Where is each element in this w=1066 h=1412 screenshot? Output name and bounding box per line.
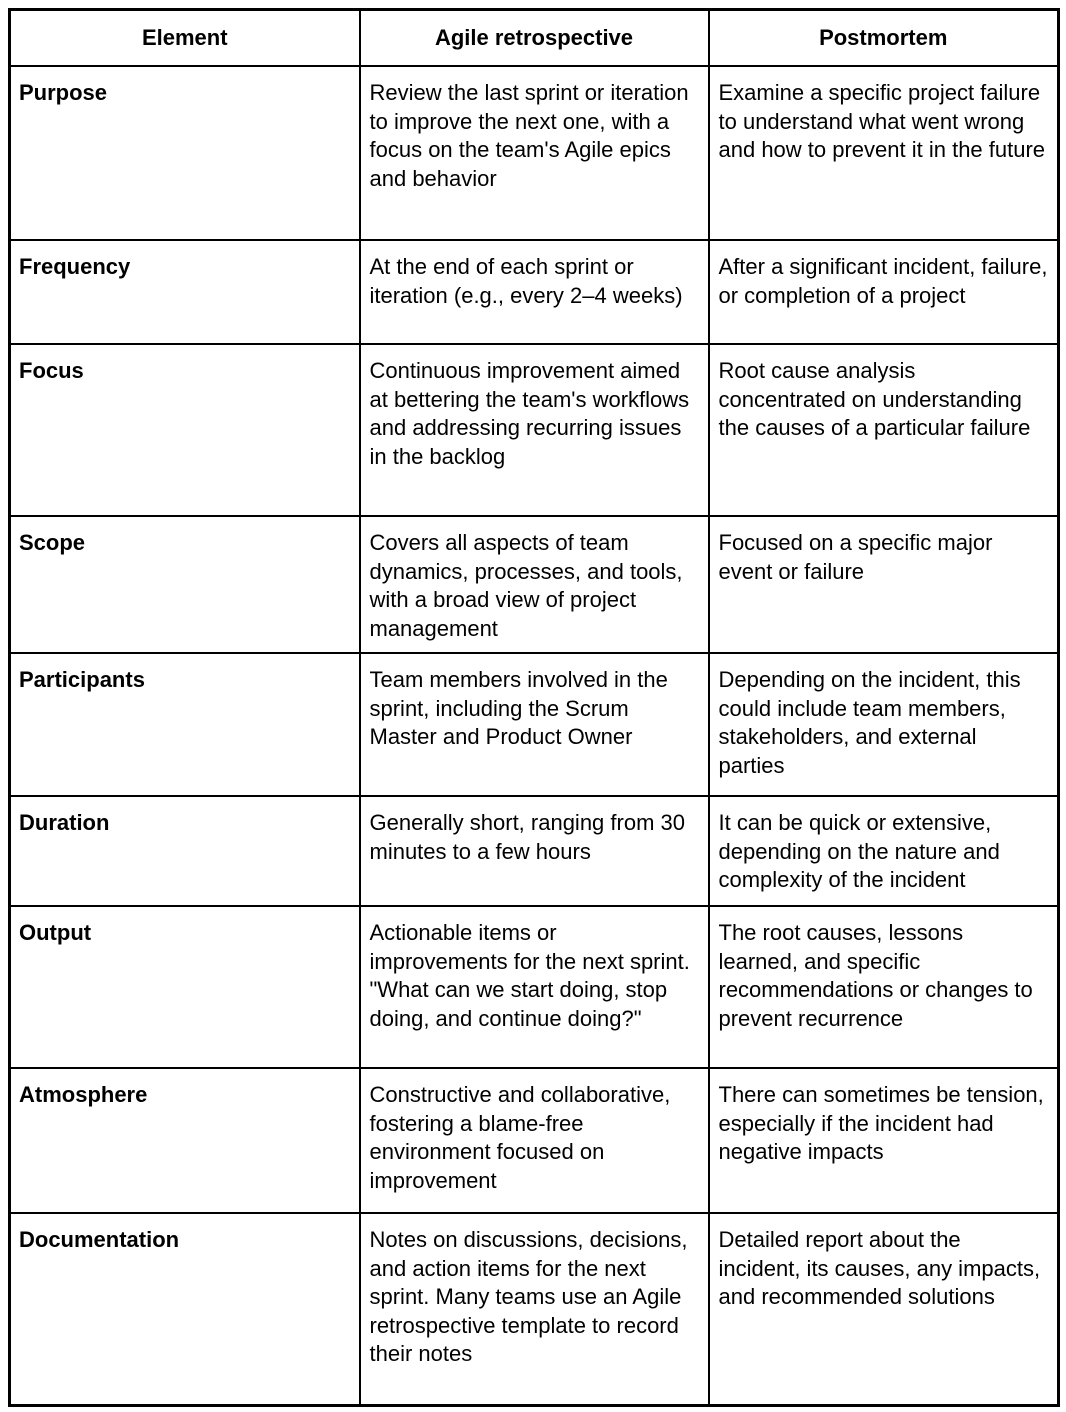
header-cell-element: Element [10,10,360,67]
cell-purpose-postmortem: Examine a specific project failure to understand what went wrong and how to prevent it in the future [709,66,1059,240]
row-label-duration: Duration [10,796,360,906]
row-label-purpose: Purpose [10,66,360,240]
cell-frequency-postmortem: After a significant incident, failure, or completion of a project [709,240,1059,344]
header-cell-postmortem: Postmortem [709,10,1059,67]
row-label-output: Output [10,906,360,1068]
row-label-documentation: Documentation [10,1213,360,1405]
comparison-table [8,8,1060,1407]
row-label-focus: Focus [10,344,360,516]
cell-participants-agile: Team members involved in the sprint, including the Scrum Master and Product Owner [360,653,709,796]
cell-atmosphere-postmortem: There can sometimes be tension, especially if the incident had negative impacts [709,1068,1059,1213]
table-row-scope [10,516,1059,653]
cell-duration-postmortem: It can be quick or extensive, depending on the nature and complexity of the incident [709,796,1059,906]
cell-scope-postmortem: Focused on a specific major event or failure [709,516,1059,653]
cell-scope-agile: Covers all aspects of team dynamics, processes, and tools, with a broad view of project management [360,516,709,653]
row-label-participants: Participants [10,653,360,796]
row-label-frequency: Frequency [10,240,360,344]
table-row-output [10,906,1059,1068]
table-row-frequency [10,240,1059,344]
cell-output-postmortem: The root causes, lessons learned, and specific recommendations or changes to prevent recurrence [709,906,1059,1068]
cell-frequency-agile: At the end of each sprint or iteration (e.g., every 2–4 weeks) [360,240,709,344]
row-label-scope: Scope [10,516,360,653]
row-label-atmosphere: Atmosphere [10,1068,360,1213]
header-cell-agile-retrospective: Agile retrospective [360,10,709,67]
table-row-atmosphere [10,1068,1059,1213]
table-row-purpose [10,66,1059,240]
table-row-focus [10,344,1059,516]
table-header-row [10,10,1059,67]
cell-documentation-postmortem: Detailed report about the incident, its causes, any impacts, and recommended solutions [709,1213,1059,1405]
table-row-participants [10,653,1059,796]
cell-focus-postmortem: Root cause analysis concentrated on understanding the causes of a particular failure [709,344,1059,516]
table-row-duration [10,796,1059,906]
cell-output-agile: Actionable items or improvements for the next sprint. "What can we start doing, stop doing, and continue doing?" [360,906,709,1068]
cell-purpose-agile: Review the last sprint or iteration to improve the next one, with a focus on the team's Agile epics and behavior [360,66,709,240]
cell-duration-agile: Generally short, ranging from 30 minutes to a few hours [360,796,709,906]
cell-participants-postmortem: Depending on the incident, this could include team members, stakeholders, and external parties [709,653,1059,796]
cell-focus-agile: Continuous improvement aimed at bettering the team's workflows and addressing recurring issues in the backlog [360,344,709,516]
table-row-documentation [10,1213,1059,1405]
cell-documentation-agile: Notes on discussions, decisions, and action items for the next sprint. Many teams use an Agile retrospective template to record their notes [360,1213,709,1405]
cell-atmosphere-agile: Constructive and collaborative, fostering a blame-free environment focused on improvement [360,1068,709,1213]
